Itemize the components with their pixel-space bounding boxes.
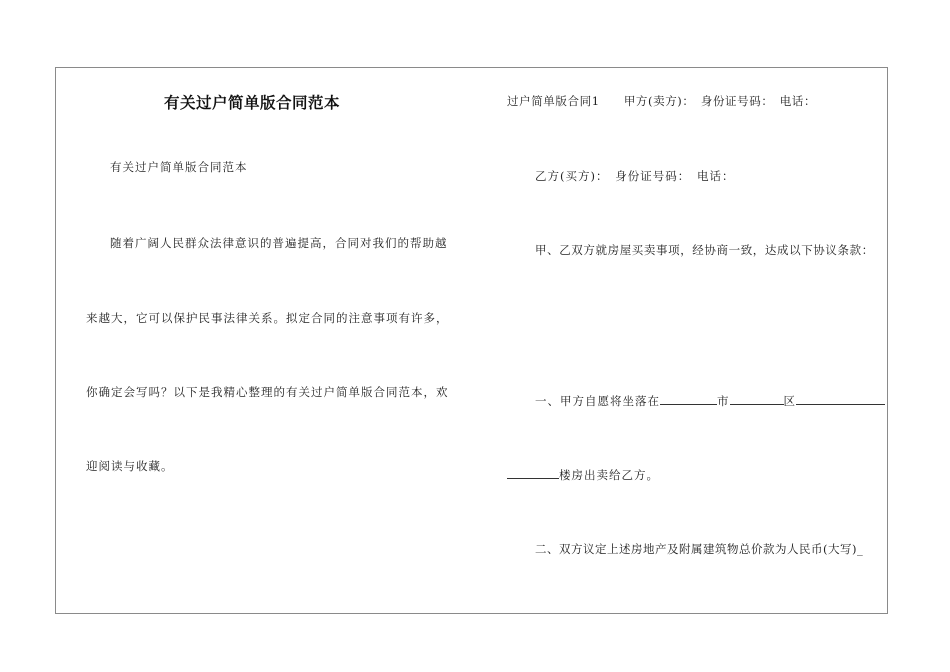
building-blank (507, 467, 559, 479)
clause-1-text-d: 楼房出卖给乙方。 (559, 468, 659, 482)
city-blank (660, 393, 717, 405)
document-title: 有关过户简单版合同范本 (164, 94, 341, 112)
contract-header-line: 过户简单版合同1 甲方(卖方)： 身份证号码： 电话： (507, 94, 817, 108)
party-b-line: 乙方(买方)： 身份证号码： 电话： (535, 169, 735, 183)
district-blank (730, 393, 784, 405)
paragraph-line-4: 迎阅读与收藏。 (86, 459, 174, 473)
paragraph-line-1: 随着广阔人民群众法律意识的普遍提高，合同对我们的帮助越 (110, 236, 448, 250)
clause-1-continued-line (507, 467, 659, 482)
clause-1-text-c: 区 (783, 394, 796, 408)
clause-1-text-b: 市 (717, 394, 730, 408)
document-page (55, 67, 888, 614)
clause-1-text-a: 一、甲方自愿将坐落在 (535, 394, 660, 408)
clause-1-line (535, 393, 885, 408)
paragraph-line-3: 你确定会写吗？以下是我精心整理的有关过户简单版合同范本，欢 (86, 385, 449, 399)
paragraph-line-2: 来越大，它可以保护民事法律关系。拟定合同的注意事项有许多， (86, 311, 449, 325)
clause-2-line: 二、双方议定上述房地产及附属建筑物总价款为人民币(大写)_ (535, 542, 864, 556)
address-blank (796, 393, 885, 405)
subtitle-text: 有关过户简单版合同范本 (110, 160, 248, 174)
agreement-intro-line: 甲、乙双方就房屋买卖事项，经协商一致，达成以下协议条款： (535, 243, 874, 257)
